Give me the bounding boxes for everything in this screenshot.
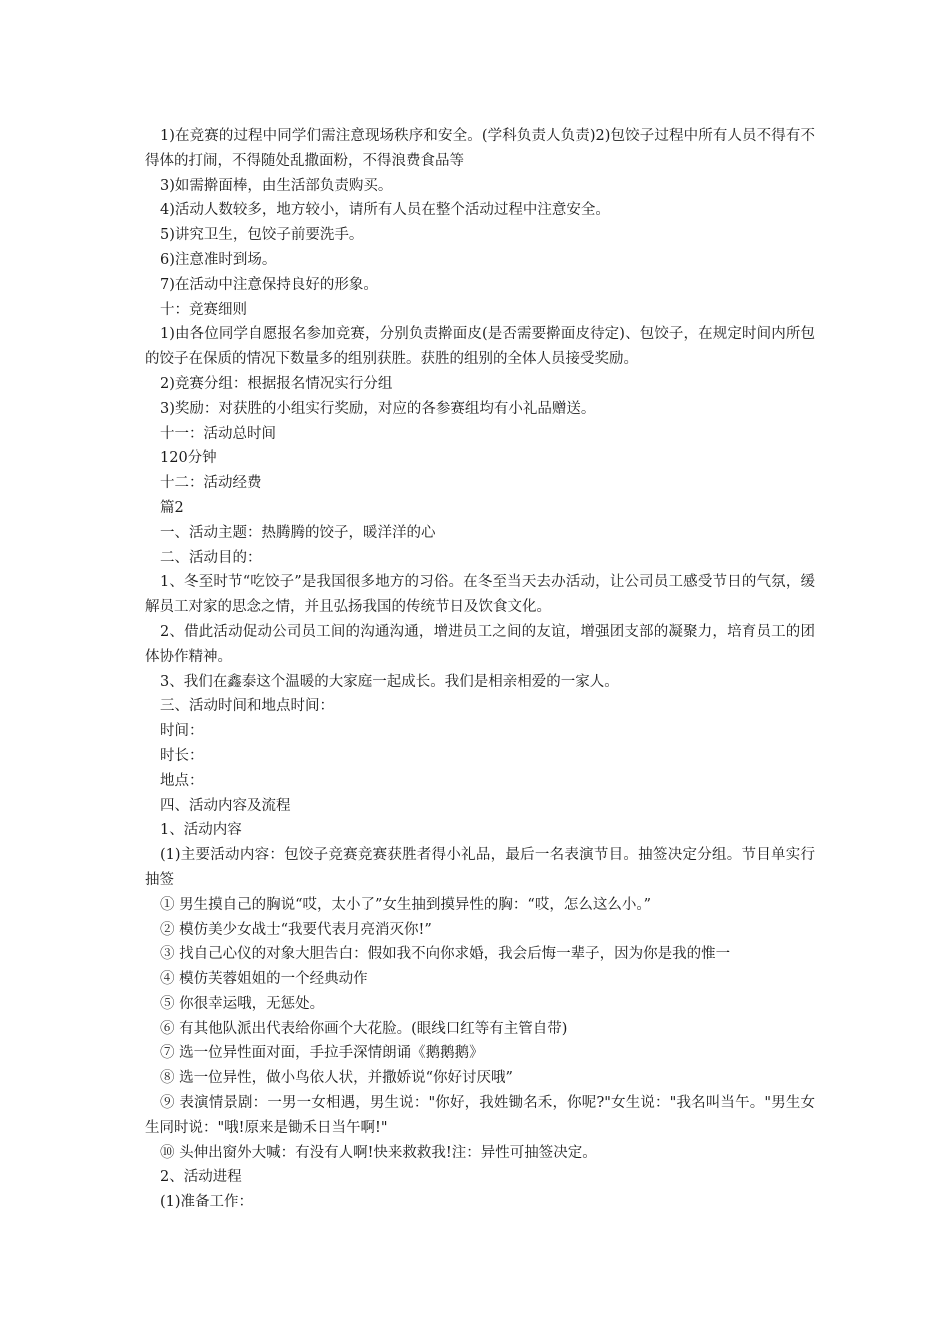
- field-time: 时间：: [160, 723, 204, 740]
- paragraph-safety-5: 5)讲究卫生，包饺子前要洗手。: [160, 227, 364, 244]
- heading-activity-content: 1、活动内容: [160, 822, 242, 839]
- heading-time-place: 三、活动时间和地点时间：: [160, 698, 334, 715]
- list-item-program-10: ⑩ 头伸出窗外大喊：有没有人啊!快来救救我!注：异性可抽签决定。: [160, 1144, 597, 1161]
- heading-total-time: 十一：活动总时间: [160, 425, 276, 442]
- paragraph-safety-6: 6)注意准时到场。: [160, 251, 277, 268]
- paragraph-rule-2: 2)竞赛分组：根据报名情况实行分组: [160, 375, 393, 392]
- list-item-program-3: ③ 找自己心仪的对象大胆告白：假如我不向你求婚，我会后悔一辈子，因为你是我的惟一: [160, 946, 731, 963]
- list-item-program-5: ⑤ 你很幸运哦，无惩处。: [160, 995, 325, 1012]
- paragraph-purpose-1: 1、冬至时节“吃饺子”是我国很多地方的习俗。在冬至当天去办活动，让公司员工感受节日的气氛，缓解员工对家的思念之情，并且弘扬我国的传统节日及饮食文化。: [145, 574, 815, 616]
- paragraph-purpose-2: 2、借此活动促动公司员工间的沟通沟通，增进员工之间的友谊，增强团支部的凝聚力，培育员工的团体协作精神。: [145, 623, 815, 665]
- heading-purpose: 二、活动目的：: [160, 549, 262, 566]
- list-item-program-9: ⑨ 表演情景剧：一男一女相遇，男生说："你好，我姓锄名禾，你呢?"女生说："我名叫当午。"男生女生同时说："哦!原来是锄禾日当午啊!": [145, 1095, 815, 1136]
- paragraph-purpose-3: 3、我们在鑫泰这个温暖的大家庭一起成长。我们是相亲相爱的一家人。: [160, 673, 619, 690]
- heading-content-process: 四、活动内容及流程: [160, 797, 291, 814]
- list-item-program-7: ⑦ 选一位异性面对面，手拉手深情朗诵《鹅鹅鹅》: [160, 1045, 484, 1062]
- paragraph-safety-4: 4)活动人数较多，地方较小，请所有人员在整个活动过程中注意安全。: [160, 202, 610, 219]
- heading-part-2: 篇2: [160, 499, 184, 516]
- paragraph-safety-1-2: 1)在竞赛的过程中同学们需注意现场秩序和安全。(学科负责人负责)2)包饺子过程中所有人员不得有不得体的打闹，不得随处乱撒面粉，不得浪费食品等: [145, 128, 815, 169]
- document-body: [145, 124, 815, 1215]
- list-item-program-2: ② 模仿美少女战士“我要代表月亮消灭你!”: [160, 921, 432, 938]
- field-location: 地点：: [160, 772, 204, 789]
- heading-activity-progress: 2、活动进程: [160, 1169, 242, 1186]
- paragraph-total-time-value: 120分钟: [160, 450, 217, 467]
- paragraph-preparation: (1)准备工作：: [160, 1194, 254, 1211]
- paragraph-safety-3: 3)如需擀面棒，由生活部负责购买。: [160, 177, 393, 194]
- paragraph-rule-3: 3)奖励：对获胜的小组实行奖励，对应的各参赛组均有小礼品赠送。: [160, 400, 596, 417]
- paragraph-main-content: (1)主要活动内容：包饺子竞赛竞赛获胜者得小礼品，最后一名表演节目。抽签决定分组。节目单实行抽签: [145, 847, 815, 888]
- list-item-program-8: ⑧ 选一位异性，做小鸟依人状，并撒娇说“你好讨厌哦”: [160, 1070, 513, 1087]
- heading-competition-rules: 十：竞赛细则: [160, 301, 247, 318]
- list-item-program-6: ⑥ 有其他队派出代表给你画个大花脸。(眼线口红等有主管自带): [160, 1020, 568, 1037]
- paragraph-theme: 一、活动主题：热腾腾的饺子，暖洋洋的心: [160, 524, 436, 541]
- paragraph-safety-7: 7)在活动中注意保持良好的形象。: [160, 276, 378, 293]
- heading-budget: 十二：活动经费: [160, 475, 262, 492]
- list-item-program-4: ④ 模仿芙蓉姐姐的一个经典动作: [160, 971, 368, 988]
- paragraph-rule-1: 1)由各位同学自愿报名参加竞赛，分别负责擀面皮(是否需要擀面皮待定)、包饺子，在规定时间内所包的饺子在保质的情况下数量多的组别获胜。获胜的组别的全体人员接受奖励。: [145, 326, 815, 368]
- list-item-program-1: ① 男生摸自己的胸说“哎，太小了”女生抽到摸异性的胸：“哎，怎么这么小。”: [160, 896, 652, 913]
- field-duration: 时长：: [160, 747, 204, 764]
